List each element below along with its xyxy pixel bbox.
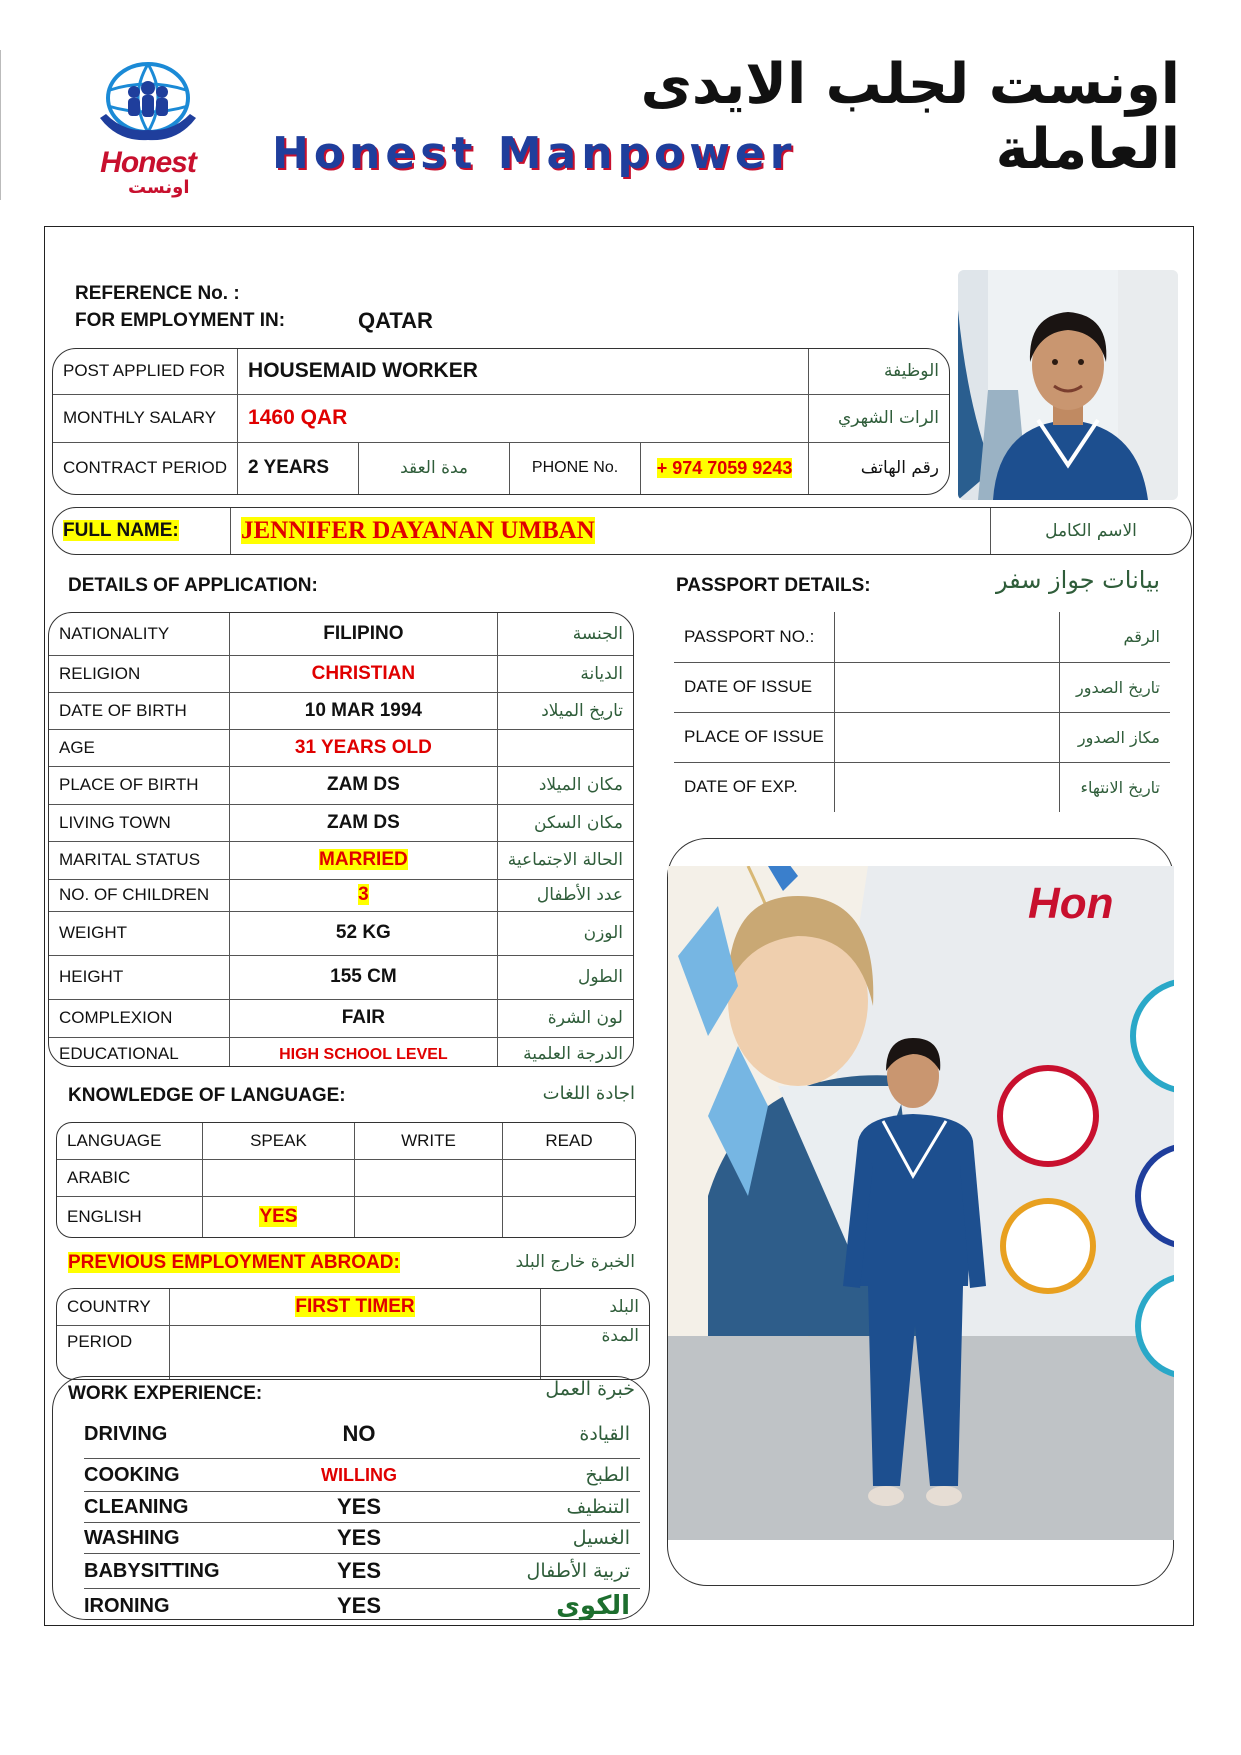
passport-field-label: DATE OF ISSUE <box>674 662 834 712</box>
passport-field-arabic: الرقم <box>1060 612 1171 662</box>
application-field-value: 52 KG <box>335 922 391 943</box>
work-skill-value: NO <box>342 1421 376 1446</box>
language-row <box>57 1197 635 1237</box>
contract-label: CONTRACT PERIOD <box>53 442 238 494</box>
application-field-arabic: عدد الأطفال <box>497 879 633 911</box>
country-arabic: البلد <box>541 1289 650 1325</box>
language-column-header: READ <box>503 1123 635 1159</box>
salary-label: MONTHLY SALARY <box>53 394 238 442</box>
work-skill-value: YES <box>336 1494 382 1519</box>
application-field-value: ZAM DS <box>326 774 400 795</box>
application-field-label: PLACE OF BIRTH <box>49 766 230 804</box>
work-skill-arabic: التنظيف <box>566 1496 630 1518</box>
work-section-arabic: خبرة العمل <box>545 1378 635 1400</box>
language-name: ENGLISH <box>57 1197 203 1237</box>
application-field-value: 3 <box>358 884 369 905</box>
work-skill-label: COOKING <box>84 1463 180 1486</box>
application-row <box>49 999 633 1037</box>
application-field-arabic: الدرجة العلمية <box>497 1037 633 1067</box>
svg-text:Hon: Hon <box>1028 879 1114 928</box>
language-read <box>503 1197 635 1237</box>
passport-field-arabic: تاريخ الصدور <box>1060 662 1171 712</box>
work-skill-label: DRIVING <box>84 1422 168 1445</box>
language-column-header: SPEAK <box>203 1123 355 1159</box>
application-row <box>49 911 633 955</box>
passport-section-title: PASSPORT DETAILS: <box>676 575 871 596</box>
application-field-arabic: الوزن <box>497 911 633 955</box>
application-row <box>49 692 633 729</box>
full-body-image <box>668 866 1174 1540</box>
application-row <box>49 841 633 879</box>
company-name-arabic: اونست لجلب الايدى العاملة <box>640 52 1180 182</box>
application-section-title: DETAILS OF APPLICATION: <box>68 575 318 596</box>
application-field-value: 10 MAR 1994 <box>304 699 422 721</box>
application-field-value: MARRIED <box>319 849 408 870</box>
work-skill-label: BABYSITTING <box>84 1559 220 1582</box>
language-row <box>57 1159 635 1197</box>
application-field-arabic: تاريخ الميلاد <box>497 692 633 729</box>
period-label: PERIOD <box>57 1325 170 1379</box>
previous-employment-table <box>56 1288 650 1380</box>
reference-label: REFERENCE No. : <box>75 283 240 304</box>
language-column-header: LANGUAGE <box>57 1123 203 1159</box>
language-section-title: KNOWLEDGE OF LANGUAGE: <box>68 1085 346 1106</box>
application-field-value: FAIR <box>341 1007 386 1028</box>
left-margin-rule <box>0 50 1 200</box>
portrait-photo <box>958 270 1178 500</box>
phone-arabic: رقم الهاتف <box>809 442 950 494</box>
application-row <box>49 655 633 692</box>
passport-field-value <box>834 612 1059 662</box>
passport-section-arabic: بيانات جواز سفر <box>995 566 1160 594</box>
application-field-label: EDUCATIONAL <box>49 1037 230 1067</box>
work-skill-label: CLEANING <box>84 1495 189 1518</box>
application-field-arabic <box>497 729 633 766</box>
previous-section-arabic: الخبرة خارج البلد <box>515 1252 635 1272</box>
full-name-row <box>52 507 1192 555</box>
application-field-arabic: مكان السكن <box>497 804 633 841</box>
phone-value: + 974 7059 9243 <box>656 457 793 478</box>
logo-wordmark: Honest <box>100 146 196 179</box>
work-skill-value: YES <box>336 1593 382 1618</box>
passport-field-value <box>834 662 1059 712</box>
passport-row <box>674 662 1170 712</box>
work-skill-arabic: الطبخ <box>585 1464 630 1486</box>
application-field-arabic: الحالة الاجتماعية <box>497 841 633 879</box>
employment-label: FOR EMPLOYMENT IN: <box>75 310 286 331</box>
period-value <box>170 1325 541 1379</box>
salary-arabic: الرات الشهري <box>809 394 950 442</box>
employment-country: QATAR <box>358 308 433 333</box>
post-label: POST APPLIED FOR <box>53 349 238 394</box>
language-section-arabic: اجادة اللغات <box>542 1083 635 1104</box>
passport-row <box>674 762 1170 812</box>
passport-field-label: PLACE OF ISSUE <box>674 712 834 762</box>
work-experience-row <box>84 1459 640 1492</box>
application-field-label: MARITAL STATUS <box>49 841 230 879</box>
application-field-label: DATE OF BIRTH <box>49 692 230 729</box>
application-row <box>49 955 633 999</box>
country-value: FIRST TIMER <box>295 1295 415 1317</box>
application-row <box>49 879 633 911</box>
globe-hands-icon <box>98 60 198 148</box>
application-row <box>49 766 633 804</box>
passport-field-arabic: تاريخ الانتهاء <box>1060 762 1171 812</box>
previous-section-title: PREVIOUS EMPLOYMENT ABROAD: <box>68 1252 400 1273</box>
passport-field-value <box>834 762 1059 812</box>
work-skill-value: YES <box>336 1525 382 1550</box>
full-body-photo <box>668 866 1174 1540</box>
language-read <box>503 1159 635 1197</box>
language-speak: YES <box>259 1206 298 1228</box>
application-field-label: HEIGHT <box>49 955 230 999</box>
application-field-label: RELIGION <box>49 655 230 692</box>
passport-row <box>674 612 1170 662</box>
application-field-value: HIGH SCHOOL LEVEL <box>279 1045 448 1063</box>
passport-row <box>674 712 1170 762</box>
language-header-row <box>57 1123 635 1159</box>
language-table <box>56 1122 636 1238</box>
work-experience-row <box>84 1523 640 1554</box>
application-table <box>48 612 634 1067</box>
application-field-arabic: لون الشرة <box>497 999 633 1037</box>
passport-field-label: DATE OF EXP. <box>674 762 834 812</box>
post-arabic: الوظيفة <box>809 349 950 394</box>
post-value: HOUSEMAID WORKER <box>238 349 809 394</box>
application-field-label: LIVING TOWN <box>49 804 230 841</box>
application-field-label: NO. OF CHILDREN <box>49 879 230 911</box>
application-field-value: FILIPINO <box>323 622 404 644</box>
period-arabic: المدة <box>541 1325 650 1379</box>
passport-table <box>674 612 1170 812</box>
full-name-label: FULL NAME: <box>63 520 179 541</box>
passport-field-value <box>834 712 1059 762</box>
work-skill-arabic: الكوى <box>556 1591 630 1621</box>
country-label: COUNTRY <box>57 1289 170 1325</box>
work-skill-arabic: الغسيل <box>572 1527 630 1549</box>
language-write <box>354 1159 502 1197</box>
language-write <box>354 1197 502 1237</box>
work-skill-label: IRONING <box>84 1594 170 1617</box>
work-experience-row <box>84 1492 640 1523</box>
application-row <box>49 613 633 655</box>
work-experience-row <box>84 1554 640 1589</box>
application-field-label: AGE <box>49 729 230 766</box>
application-field-value: CHRISTIAN <box>311 662 416 684</box>
application-field-label: NATIONALITY <box>49 613 230 655</box>
work-skill-arabic: تربية الأطفال <box>526 1560 630 1582</box>
work-experience-row <box>84 1589 640 1623</box>
portrait-image <box>958 270 1178 500</box>
application-field-value: ZAM DS <box>326 811 400 833</box>
phone-label: PHONE No. <box>510 442 641 494</box>
work-section-title: WORK EXPERIENCE: <box>68 1383 263 1404</box>
application-row <box>49 729 633 766</box>
application-row <box>49 804 633 841</box>
language-name: ARABIC <box>57 1159 203 1197</box>
work-skill-value: WILLING <box>321 1464 397 1485</box>
contract-arabic: مدة العقد <box>359 442 510 494</box>
passport-field-arabic: مكاز الصدور <box>1060 712 1171 762</box>
company-logo <box>58 60 238 197</box>
passport-field-label: PASSPORT NO.: <box>674 612 834 662</box>
application-field-arabic: مكان الميلاد <box>497 766 633 804</box>
application-field-value: 31 YEARS OLD <box>294 736 432 758</box>
application-field-arabic: الديانة <box>497 655 633 692</box>
work-skill-label: WASHING <box>84 1526 180 1549</box>
language-column-header: WRITE <box>354 1123 502 1159</box>
full-name-value: JENNIFER DAYANAN UMBAN <box>241 517 595 544</box>
salary-value: 1460 QAR <box>238 394 809 442</box>
application-field-label: WEIGHT <box>49 911 230 955</box>
application-row <box>49 1037 633 1067</box>
work-experience-list <box>84 1410 640 1623</box>
full-name-arabic: الاسم الكامل <box>991 508 1192 554</box>
work-skill-arabic: القيادة <box>579 1423 630 1445</box>
logo-arabic-wordmark: اونست <box>128 177 190 197</box>
application-field-label: COMPLEXION <box>49 999 230 1037</box>
application-field-value: 155 CM <box>330 966 397 987</box>
company-name-english: Honest Manpower <box>272 128 797 179</box>
application-field-arabic: الجنسة <box>497 613 633 655</box>
contract-value: 2 YEARS <box>238 442 359 494</box>
job-details-table <box>52 348 950 495</box>
work-skill-value: YES <box>336 1558 382 1583</box>
application-field-arabic: الطول <box>497 955 633 999</box>
work-experience-row <box>84 1410 640 1459</box>
